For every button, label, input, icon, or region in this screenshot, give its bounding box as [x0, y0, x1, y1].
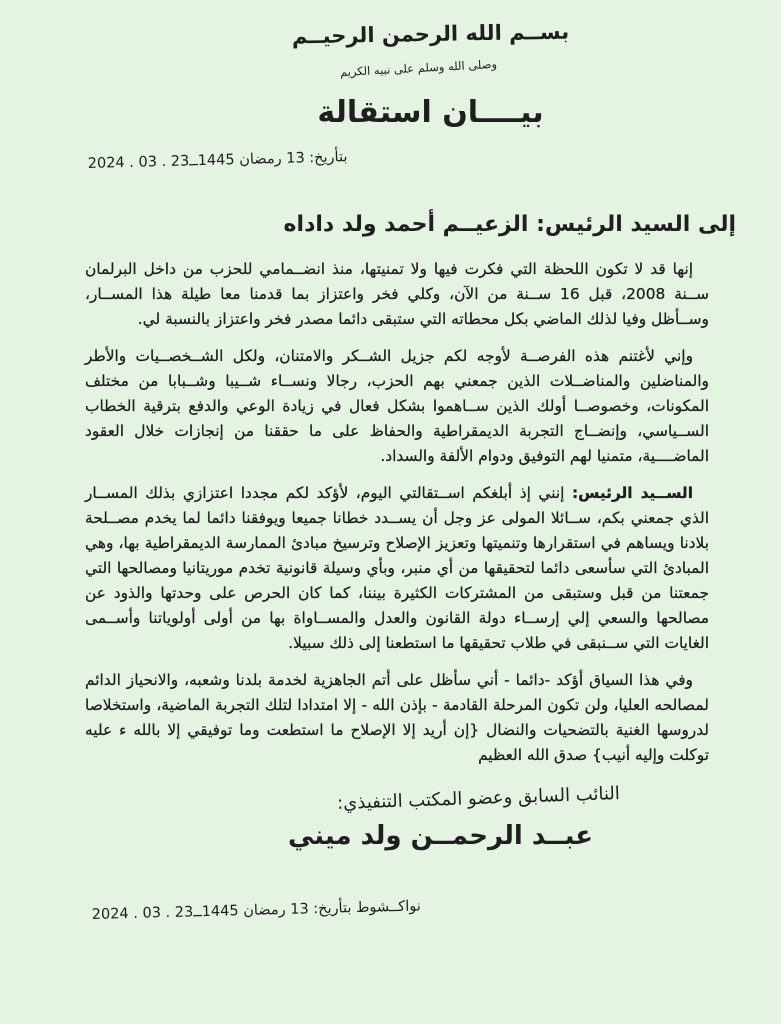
paragraph-3-lead: الســيد الرئيس:	[571, 484, 693, 502]
paragraph-3	[85, 481, 709, 656]
letter-body	[85, 257, 709, 768]
date-line-bottom: نواكــشوط بتأريخ: 13 رمضان 1445ــ23 . 03 . 2024	[91, 898, 421, 923]
paragraph-2: وإني لأغتنم هذه الفرصــة لأوجه لكم جزيل الشــكر والامتنان، ولكل الشــخصــيات والأطر والمناضلين والمناضــلات الذين جمعني بهم الحزب، رجالا ونســاء شــيبا وشــبابا من مختلف المكونات، وخصوصــا أولك الذين ســاهموا بشكل فعال في زيادة الوعي والدفع بترقية الخطاب الســياسي، وإنضــاج التجربة الديمقراطية والحفاظ على ما حققنا من إنجازات خلال العقود الماضــــية، متمنيا لهم التوفيق ودوام الألفة والسداد.	[85, 347, 709, 465]
paragraph-4: وفي هذا السياق أؤكد -دائما - أني سأظل على أتم الجاهزية لخدمة بلدنا وشعبه، والانحياز الدائم لمصالحه العليا، ولن تكون المرحلة القادمة - بإذن الله - إلا امتدادا لتلك التجربة الماضية، واستخلاصا لدروسها الغنية بالتضحيات والنضال {إن أريد إلا الإصلاح ما استطعت وما توفيقي إلا بالله ء عليه توكلت وإليه أنيب} صدق الله العظيم	[85, 671, 709, 764]
signature-name: عبــد الرحمــن ولد ميني	[287, 821, 594, 851]
date-line-top: بتأريخ: 13 رمضان 1445ــ23 . 03 . 2024	[87, 149, 348, 172]
paragraph-1: إنها قد لا تكون اللحظة التي فكرت فيها ولا تمنيتها، منذ انضــمامي للحزب من داخل البرلمان ســنة 2008، قبل 16 ســنة من الآن، وكلي فخر واعتزاز بما قدمنا معا طيلة هذا المســار، وســأظل وفيا لذلك الماضي بكل محطاته التي ستبقى دائما مصدر فخر واعتزاز بالنسبة لي.	[85, 260, 710, 328]
paragraph-3-text: إنني إذ أبلغكم اســتقالتي اليوم، لأؤكد لكم مجددا اعتزازي بذلك المســار الذي جمعني بكم، ســائلا المولى عز وجل أن يســدد خطانا جميعا ويوفقنا دائما لما يخدم مصــلحة بلادنا ويساهم في استقرارها وتنميتها وتعزيز الإصلاح وترسيخ مبادئ الممارسة الديمقراطية بها، وهي المبادئ التي سأسعى دائما لتحقيقها من أي منبر، وبأي وسيلة قانونية تخدم موريتانيا ومصالحها التي جمعتنا من قبل وستبقى من المشتركات الكثيرة بيننا، كما كان الحرص على وحدتها والذود عن مصالحها والسعي إلي إرســاء دولة القانون والعدل والمســاواة بها من أولى أولوياتنا وأســمى الغايات التي ســنبقى في طلاب تحقيقها ما استطعنا إلى ذلك سبيلا.	[85, 484, 709, 652]
signature-role: النائب السابق وعضو المكتب التنفيذي:	[336, 783, 621, 814]
document-title: بيــــان استقالة	[317, 95, 544, 130]
basmala-line: بســم الله الرحمن الرحيــم	[291, 19, 570, 49]
salawat-line: وصلى الله وسلم على نبيه الكريم	[339, 56, 498, 80]
recipient-heading: إلى السيد الرئيس: الزعيــم أحمد ولد داداه	[283, 212, 736, 237]
